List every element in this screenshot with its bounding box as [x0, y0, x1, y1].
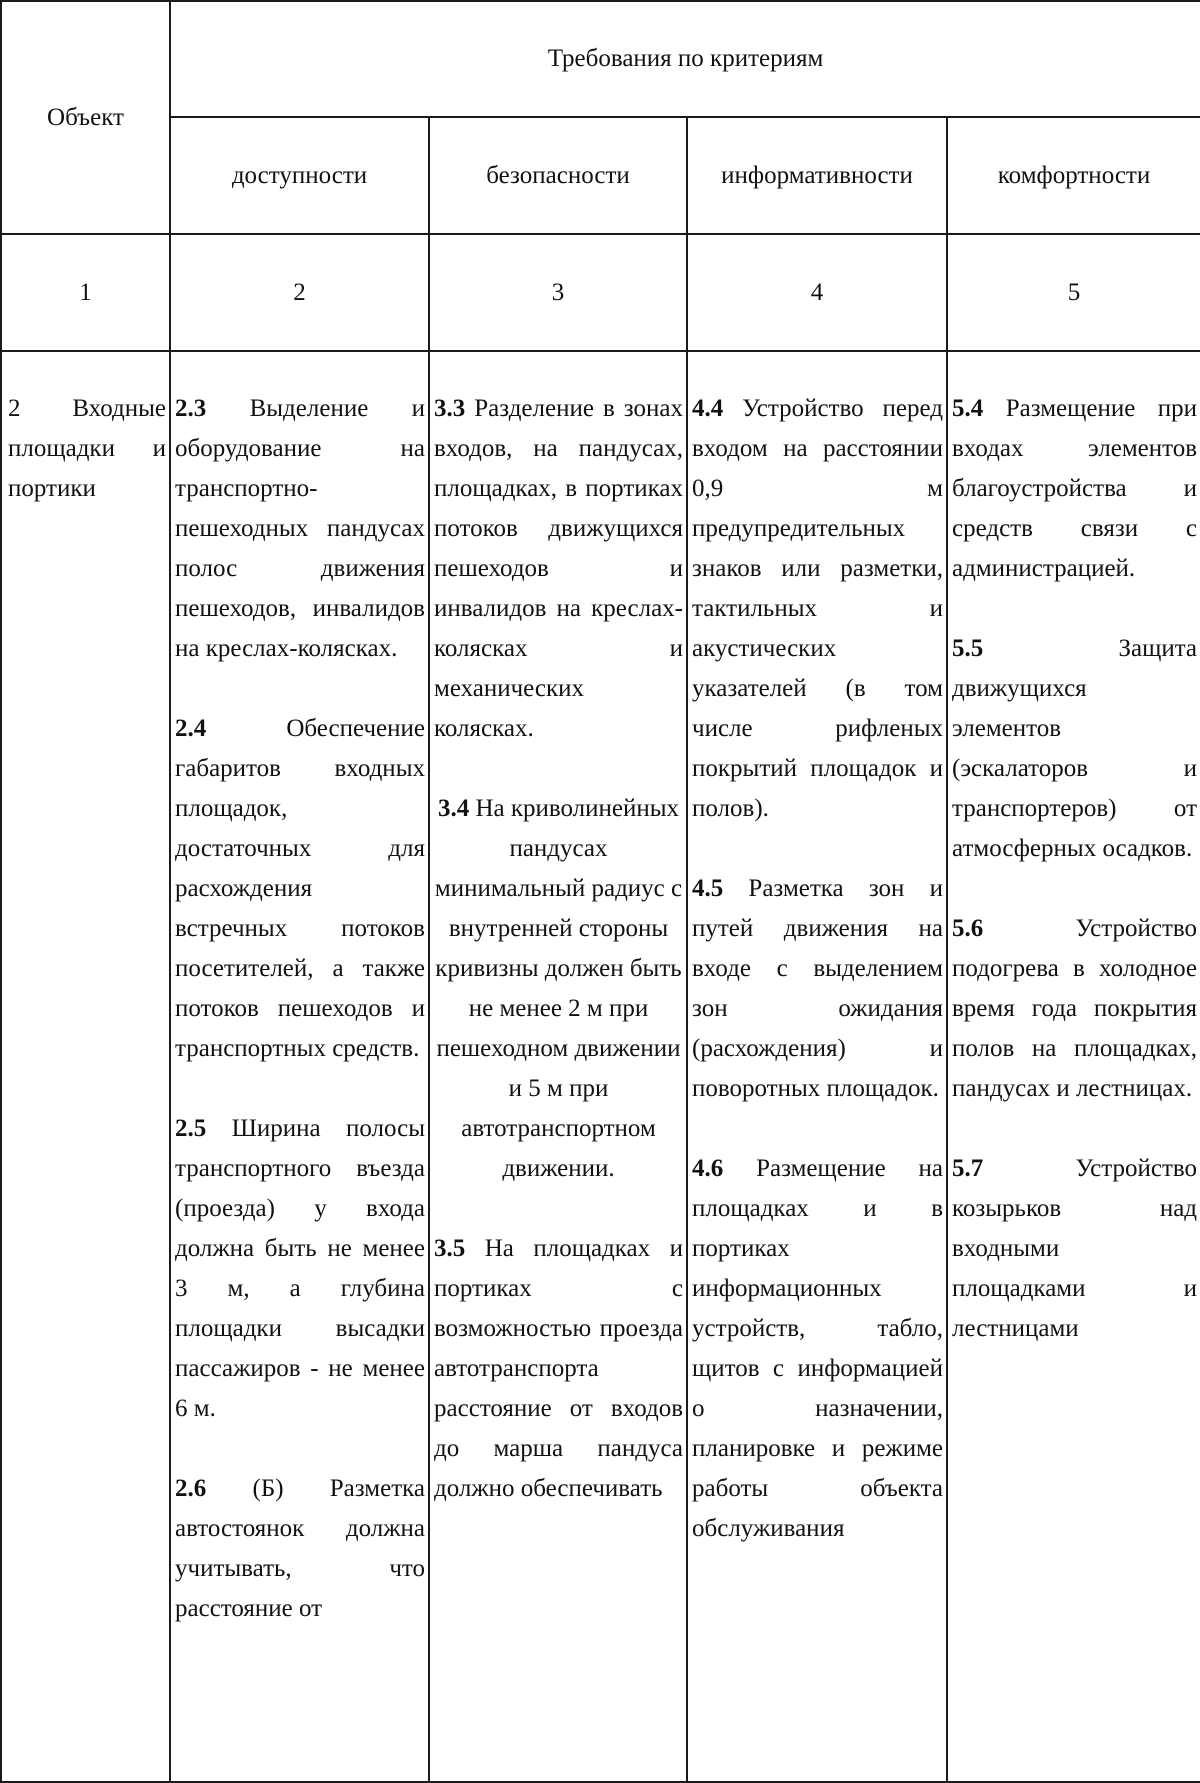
item-number: 3.3 — [434, 395, 466, 422]
item-text: На площадках и портиках с возможностью проезда автотранспорта расстояние от входов до марша пандуса должно обеспечивать — [434, 1235, 683, 1502]
item-5-6 — [952, 909, 1197, 1109]
item-3-5 — [434, 1229, 683, 1509]
item-number: 3.5 — [434, 1235, 466, 1262]
item-5-5 — [952, 629, 1197, 869]
item-number: 5.6 — [952, 915, 984, 942]
item-text: Устройство козырьков над входными площадками и лестницами — [952, 1155, 1198, 1342]
header-row-2 — [1, 117, 1200, 234]
item-2-5 — [175, 1109, 425, 1429]
item-2-4 — [175, 709, 425, 1069]
item-3-3 — [434, 389, 683, 749]
item-text: Разметка зон и путей движения на входе с выделением зон ожидания (расхождения) и поворотных площадок. — [692, 875, 943, 1102]
item-number: 2.3 — [175, 395, 207, 422]
item-number: 4.5 — [692, 875, 724, 902]
safety-cell — [429, 351, 687, 1782]
item-text: На криволинейных пандусах минимальный радиус с внутренней стороны кривизны должен быть не менее 2 м при пешеходном движении и 5 м при автотранспортном движении. — [434, 795, 683, 1182]
item-text: Выделение и оборудование на транспортно-пешеходных пандусах полос движения пешеходов, инвалидов на креслах-колясках. — [175, 395, 425, 662]
item-text: Размещение при входах элементов благоустройства и средств связи с администрацией. — [952, 395, 1198, 582]
column-number-2: 2 — [170, 234, 429, 351]
item-2-3 — [175, 389, 425, 669]
item-4-4 — [692, 389, 943, 829]
header-criteria-group: Требования по критериям — [170, 1, 1200, 117]
item-number: 4.6 — [692, 1155, 724, 1182]
item-text: Защита движущихся элементов (эскалаторов и транспортеров) от атмосферных осадков. — [952, 635, 1198, 862]
column-number-row — [1, 234, 1200, 351]
item-text: Размещение на площадках и в портиках информационных устройств, табло, щитов с информацией о назначении, планировке и режиме работы объекта обслуживания — [692, 1155, 943, 1542]
header-accessibility: доступности — [170, 117, 429, 234]
item-number: 4.4 — [692, 395, 724, 422]
table-row — [1, 351, 1200, 1782]
item-4-5 — [692, 869, 943, 1109]
item-5-4 — [952, 389, 1197, 589]
item-number: 2.5 — [175, 1115, 207, 1142]
header-row-1 — [1, 1, 1200, 117]
object-cell — [1, 351, 170, 1782]
column-number-4: 4 — [687, 234, 947, 351]
item-5-7 — [952, 1149, 1197, 1349]
item-number: 5.7 — [952, 1155, 984, 1182]
item-text: Устройство перед входом на расстоянии 0,9 м предупредительных знаков или разметки, тактильных и акустических указателей (в том числе рифленых покрытий площадок и полов). — [692, 395, 943, 822]
accessibility-cell — [170, 351, 429, 1782]
item-3-4 — [434, 789, 683, 1189]
column-number-3: 3 — [429, 234, 687, 351]
item-number: 5.4 — [952, 395, 984, 422]
item-4-6 — [692, 1149, 943, 1549]
header-comfort: комфортности — [947, 117, 1200, 234]
header-safety: безопасности — [429, 117, 687, 234]
column-number-1: 1 — [1, 234, 170, 351]
header-object: Объект — [1, 1, 170, 234]
item-text: Обеспечение габаритов входных площадок, достаточных для расхождения встречных потоков посетителей, а также потоков пешеходов и транспортных средств. — [175, 715, 425, 1062]
item-number: 2.4 — [175, 715, 207, 742]
item-number: 2.6 — [175, 1475, 207, 1502]
object-text: 2 Входные площадки и портики — [8, 395, 166, 502]
item-text: (Б) Разметка автостоянок должна учитывать, что расстояние от — [175, 1475, 425, 1622]
comfort-cell — [947, 351, 1200, 1782]
item-number: 3.4 — [437, 795, 470, 822]
header-informativeness: информативности — [687, 117, 947, 234]
item-text: Устройство подогрева в холодное время года покрытия полов на площадках, пандусах и лестницах. — [952, 915, 1198, 1102]
informativeness-cell — [687, 351, 947, 1782]
item-number: 5.5 — [952, 635, 984, 662]
item-text: Ширина полосы транспортного въезда (проезда) у входа должна быть не менее 3 м, а глубина площадки высадки пассажиров - не менее 6 м. — [175, 1115, 425, 1422]
item-text: Разделение в зонах входов, на пандусах, площадках, в портиках потоков движущихся пешеходов и инвалидов на креслах-колясках и механических колясках. — [434, 395, 683, 742]
column-number-5: 5 — [947, 234, 1200, 351]
item-2-6 — [175, 1469, 425, 1629]
